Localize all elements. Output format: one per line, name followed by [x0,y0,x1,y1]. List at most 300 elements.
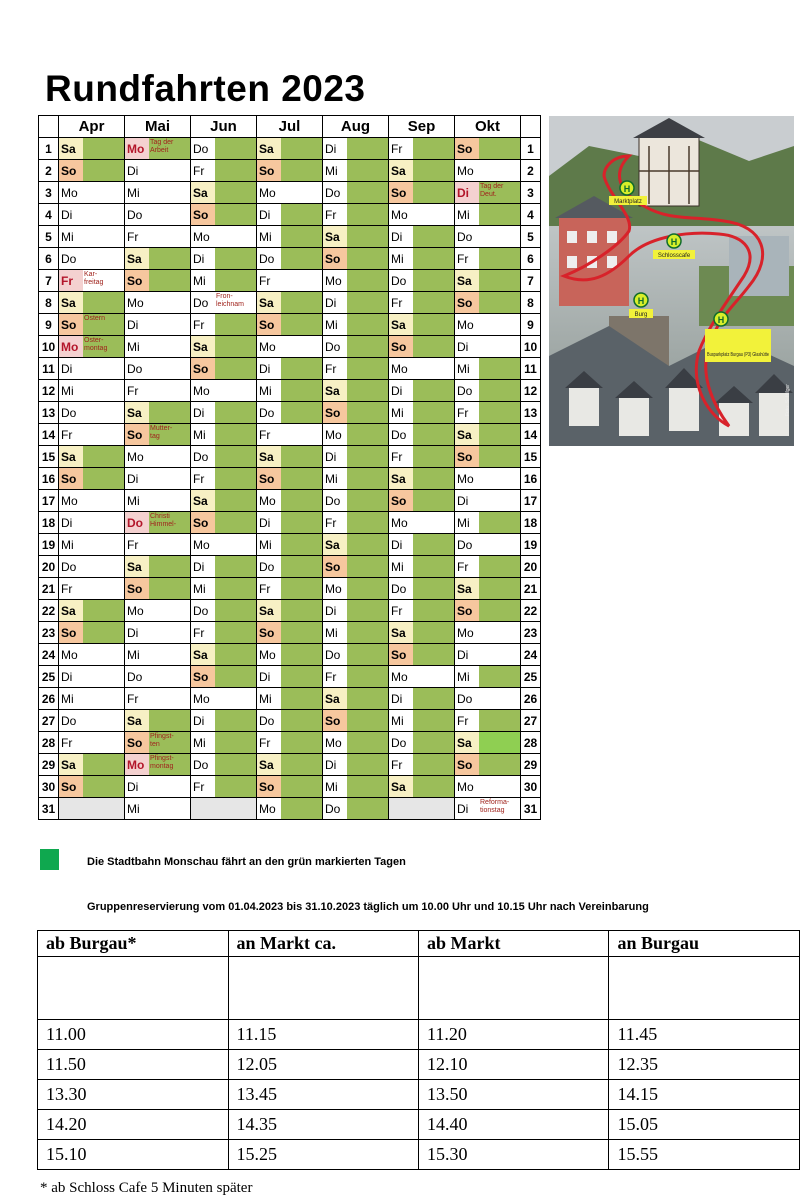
calendar-day-cell [455,446,521,468]
holiday-note: Mutter- tag [149,424,190,445]
weekday-label: Di [457,493,469,508]
weekday-label: Fr [127,691,139,706]
weekday-label: Sa [257,292,281,313]
calendar-day-cell [125,732,191,754]
day-number: 25 [521,666,541,688]
weekday-label: Di [193,405,205,420]
holiday-note: Reforma- tionstag [479,798,520,819]
weekday-label: Sa [191,182,215,203]
calendar-day-cell [125,490,191,512]
weekday-label: Mo [457,471,474,486]
holiday-note [83,446,124,467]
calendar-row [39,710,541,732]
weekday-label: Mo [193,691,210,706]
weekday-label: Fr [193,779,205,794]
calendar-day-cell [191,248,257,270]
day-number: 16 [521,468,541,490]
holiday-note [479,358,520,379]
day-number: 23 [39,622,59,644]
calendar-day-cell [389,468,455,490]
holiday-note [479,380,520,401]
holiday-note [347,512,388,533]
weekday-label: Fr [127,537,139,552]
day-number: 9 [39,314,59,336]
weekday-label: Sa [257,600,281,621]
holiday-note [413,644,454,665]
weekday-label: Mi [127,647,140,662]
holiday-note [479,468,520,489]
weekday-label: Do [193,603,209,618]
holiday-note [215,270,256,291]
holiday-note [413,776,454,797]
day-number: 21 [521,578,541,600]
holiday-note [149,600,190,621]
weekday-label [389,798,413,819]
weekday-label: So [323,710,347,731]
weekday-label: Do [391,735,407,750]
day-number: 11 [521,358,541,380]
weekday-label: Sa [323,534,347,555]
time-cell: 12.35 [609,1050,800,1080]
day-number: 11 [39,358,59,380]
calendar-day-cell [455,424,521,446]
weekday-label: Mi [193,581,206,596]
holiday-note [281,512,322,533]
holiday-note [149,358,190,379]
holiday-note [413,490,454,511]
calendar-day-cell [59,446,125,468]
holiday-note [215,534,256,555]
calendar-day-cell [257,270,323,292]
holiday-note [149,578,190,599]
weekday-label: Di [259,361,271,376]
holiday-note [215,490,256,511]
weekday-label: Fr [61,735,73,750]
calendar-day-cell [59,204,125,226]
time-cell: 12.10 [419,1050,609,1080]
calendar-body [39,138,541,820]
weekday-label: Fr [391,757,403,772]
weekday-label: Do [61,713,77,728]
day-number: 14 [39,424,59,446]
svg-text:H: H [670,237,678,247]
weekday-label: Mi [391,251,404,266]
calendar-day-cell [389,578,455,600]
calendar-day-cell [191,270,257,292]
holiday-note [413,204,454,225]
calendar-day-cell [257,622,323,644]
holiday-note [479,776,520,797]
day-number: 7 [521,270,541,292]
weekday-label: Sa [323,688,347,709]
weekday-label: Mi [193,735,206,750]
holiday-note: Kar- freitag [83,270,124,291]
timetable-row [38,1080,800,1110]
weekday-label: Do [457,691,473,706]
holiday-note [83,556,124,577]
holiday-note [83,204,124,225]
weekday-label: Di [61,515,73,530]
calendar-day-cell [257,468,323,490]
holiday-note [215,710,256,731]
holiday-note [347,666,388,687]
holiday-note [215,160,256,181]
calendar-day-cell [125,380,191,402]
calendar-day-cell [59,248,125,270]
weekday-label: So [257,314,281,335]
holiday-note [347,292,388,313]
calendar-day-cell [389,292,455,314]
weekday-label: Sa [191,644,215,665]
holiday-note [83,380,124,401]
weekday-label: Do [391,273,407,288]
weekday-label: So [455,292,479,313]
calendar-day-cell [191,644,257,666]
holiday-note [347,578,388,599]
weekday-label: Do [325,339,341,354]
holiday-note [413,226,454,247]
holiday-note [215,402,256,423]
weekday-label: So [455,446,479,467]
calendar-day-cell [191,732,257,754]
time-cell: 11.20 [419,1020,609,1050]
weekday-label: So [389,490,413,511]
holiday-note [347,138,388,159]
weekday-label: Di [127,163,139,178]
holiday-note [215,204,256,225]
calendar-day-cell [59,160,125,182]
holiday-note [413,446,454,467]
weekday-label: Mi [61,229,74,244]
holiday-note [281,578,322,599]
weekday-label: Mo [193,537,210,552]
weekday-label: So [125,578,149,599]
group-reservation-note: Gruppenreservierung vom 01.04.2023 bis 31.10.2023 täglich um 10.00 Uhr und 10.15 Uhr nach Vereinbarung [87,901,649,913]
weekday-label [59,798,83,819]
calendar-day-cell [125,534,191,556]
calendar-day-cell [389,336,455,358]
calendar-day-cell [389,556,455,578]
calendar-day-cell [59,688,125,710]
weekday-label: So [323,556,347,577]
holiday-note [347,534,388,555]
time-cell: 15.25 [228,1140,418,1170]
weekday-label: Fr [193,471,205,486]
calendar-day-cell [455,732,521,754]
calendar-day-cell [257,578,323,600]
svg-text:H: H [717,315,725,325]
weekday-label: Do [125,512,149,533]
day-number: 15 [39,446,59,468]
weekday-label: Mo [125,138,149,159]
weekday-label: Mi [325,471,338,486]
weekday-label: Mo [325,735,342,750]
holiday-note [281,798,322,819]
calendar-day-cell [59,314,125,336]
timetable-header: ab Markt [419,931,609,957]
holiday-note [413,468,454,489]
holiday-note [149,248,190,269]
day-number: 17 [39,490,59,512]
weekday-label: Sa [455,578,479,599]
day-number: 22 [39,600,59,622]
calendar-day-cell [389,666,455,688]
holiday-note [149,468,190,489]
day-number: 20 [521,556,541,578]
weekday-label: Mo [457,779,474,794]
calendar-day-cell [323,204,389,226]
day-number: 9 [521,314,541,336]
holiday-note [215,798,256,819]
day-number: 31 [39,798,59,820]
calendar-day-cell [455,490,521,512]
holiday-note [347,358,388,379]
weekday-label: Do [259,251,275,266]
holiday-note [413,292,454,313]
holiday-note [479,512,520,533]
calendar-day-cell [323,578,389,600]
weekday-label: Fr [259,581,271,596]
calendar-row [39,732,541,754]
calendar-day-cell [125,556,191,578]
holiday-note [281,424,322,445]
calendar-day-cell [191,622,257,644]
weekday-label: Do [391,427,407,442]
weekday-label: Di [193,559,205,574]
holiday-note [215,358,256,379]
day-number: 10 [521,336,541,358]
calendar-day-cell [455,578,521,600]
holiday-note [413,160,454,181]
holiday-note [479,314,520,335]
weekday-label: Mi [127,801,140,816]
holiday-note [347,710,388,731]
weekday-label: So [257,776,281,797]
holiday-note [479,600,520,621]
weekday-label: Mo [391,207,408,222]
calendar-day-cell [323,248,389,270]
stop-label: Busparkplatz Burgau (P3) Glashütte [707,352,769,358]
holiday-note [149,292,190,313]
day-number: 30 [521,776,541,798]
holiday-note [479,490,520,511]
calendar-day-cell [389,622,455,644]
svg-text:H: H [637,296,645,306]
weekday-label: Sa [59,446,83,467]
holiday-note: Ostern [83,314,124,335]
calendar-day-cell [59,732,125,754]
weekday-label: Do [259,405,275,420]
calendar-row [39,314,541,336]
weekday-label: Do [259,713,275,728]
holiday-note [149,556,190,577]
holiday-note [83,292,124,313]
calendar-row [39,534,541,556]
weekday-label: Mi [391,559,404,574]
weekday-label: Mo [61,185,78,200]
holiday-note [479,402,520,423]
calendar-day-cell [257,534,323,556]
weekday-label: Di [455,182,479,203]
calendar-day-cell [455,182,521,204]
calendar-day-cell [59,380,125,402]
calendar-day-cell [455,380,521,402]
weekday-label: So [59,468,83,489]
day-number: 26 [39,688,59,710]
calendar-day-cell [191,468,257,490]
holiday-note [281,204,322,225]
holiday-note [281,138,322,159]
calendar-day-cell [455,292,521,314]
holiday-note [413,732,454,753]
calendar-day-cell [389,512,455,534]
weekday-label: Do [61,559,77,574]
weekday-label: Sa [257,138,281,159]
weekday-label: Mo [391,515,408,530]
weekday-label: Mi [127,185,140,200]
calendar-day-cell [191,710,257,732]
calendar-day-cell [323,314,389,336]
day-number: 17 [521,490,541,512]
calendar-day-cell [125,204,191,226]
weekday-label: Fr [457,251,469,266]
weekday-label: Fr [193,163,205,178]
day-number: 5 [39,226,59,248]
timetable-header-row [38,931,800,957]
time-cell: 14.35 [228,1110,418,1140]
holiday-note [347,600,388,621]
weekday-label: Sa [323,380,347,401]
calendar-day-cell [323,754,389,776]
calendar-day-cell [389,402,455,424]
calendar-day-cell [455,468,521,490]
holiday-note [281,402,322,423]
calendar-day-cell [125,688,191,710]
weekday-label: So [257,622,281,643]
day-number: 22 [521,600,541,622]
calendar-day-cell [59,512,125,534]
holiday-note: Tag der Arbeit [149,138,190,159]
holiday-note [347,490,388,511]
calendar-day-cell [59,776,125,798]
day-number: 14 [521,424,541,446]
calendar-day-cell [257,204,323,226]
holiday-note [281,314,322,335]
holiday-note [281,446,322,467]
calendar-row [39,688,541,710]
weekday-label: Di [259,207,271,222]
holiday-note [347,424,388,445]
day-number: 8 [521,292,541,314]
calendar-day-cell [257,138,323,160]
weekday-label: Do [457,229,473,244]
weekday-label: So [125,424,149,445]
holiday-note [215,248,256,269]
weekday-label: Do [193,141,209,156]
calendar-day-cell [455,402,521,424]
calendar-day-cell [257,446,323,468]
calendar-day-cell [59,666,125,688]
holiday-note [83,732,124,753]
weekday-label: Do [325,801,341,816]
weekday-label: Mi [457,669,470,684]
holiday-note [347,380,388,401]
holiday-note [413,314,454,335]
holiday-note [347,688,388,709]
holiday-note [281,270,322,291]
holiday-note: Tag der Deut. [479,182,520,203]
weekday-label: Di [127,779,139,794]
holiday-note [215,446,256,467]
weekday-label: Di [325,295,337,310]
calendar-day-cell [389,314,455,336]
holiday-note [479,336,520,357]
time-cell: 14.20 [38,1110,229,1140]
weekday-label: Mi [193,427,206,442]
calendar-day-cell [323,226,389,248]
weekday-label: Sa [257,446,281,467]
calendar-day-cell [125,358,191,380]
calendar-row [39,600,541,622]
weekday-label: So [59,622,83,643]
timetable-body [38,957,800,1170]
holiday-note [281,226,322,247]
holiday-note [281,732,322,753]
weekday-label: Sa [455,270,479,291]
weekday-label: Fr [391,603,403,618]
svg-text:H: H [623,184,631,194]
stop-label: Schlosscafe [657,253,691,259]
calendar-day-cell [59,402,125,424]
footnote: * ab Schloss Cafe 5 Minuten später [40,1180,253,1196]
holiday-note [479,622,520,643]
holiday-note [413,754,454,775]
weekday-label: Sa [191,336,215,357]
calendar-day-cell [125,226,191,248]
holiday-note [281,248,322,269]
calendar-day-cell [191,138,257,160]
weekday-label: So [125,732,149,753]
weekday-label: Di [127,471,139,486]
day-number: 1 [39,138,59,160]
holiday-note [281,358,322,379]
month-header: Jul [257,116,323,138]
weekday-label: Di [259,515,271,530]
calendar-day-cell [125,182,191,204]
day-number: 29 [39,754,59,776]
weekday-label: Fr [259,735,271,750]
weekday-label: Di [61,207,73,222]
weekday-label: Do [259,559,275,574]
day-number: 27 [521,710,541,732]
weekday-label: Mo [259,185,276,200]
calendar-row [39,226,541,248]
weekday-label: Mi [61,537,74,552]
calendar-day-cell [389,798,455,820]
weekday-label: So [59,314,83,335]
holiday-note [215,556,256,577]
calendar-day-cell [257,600,323,622]
holiday-note [347,446,388,467]
calendar-day-cell [389,204,455,226]
day-number: 12 [521,380,541,402]
day-number: 4 [521,204,541,226]
day-number: 2 [521,160,541,182]
calendar-row [39,578,541,600]
calendar-day-cell [455,666,521,688]
calendar-row [39,490,541,512]
time-cell: 15.30 [419,1140,609,1170]
